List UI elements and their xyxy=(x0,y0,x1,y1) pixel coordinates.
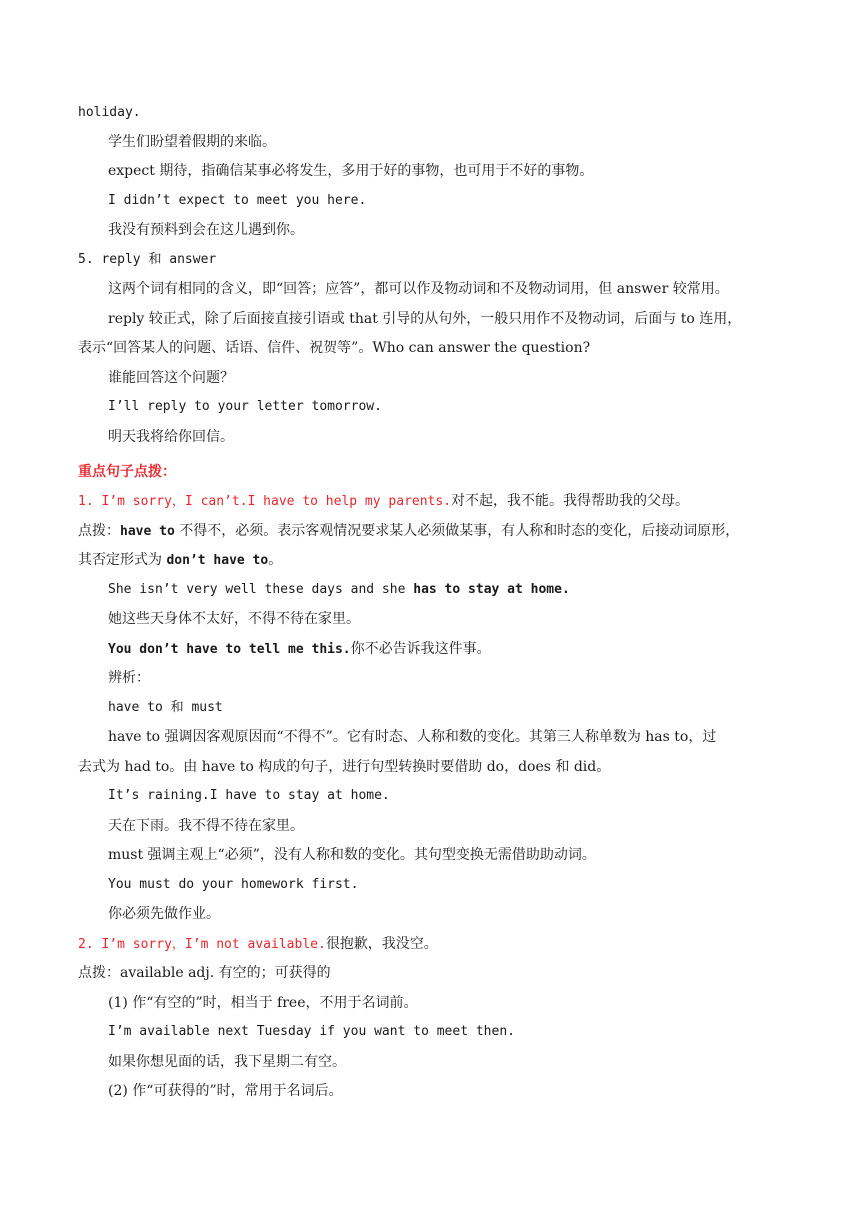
example-line: It’s raining.I have to stay at home. xyxy=(108,788,390,803)
text-line: (1) 作“有空的”时，相当于 free，不用于名词前。 xyxy=(108,995,418,1011)
example-line: You must do your homework first. xyxy=(108,877,359,892)
tip-label: 点拨： xyxy=(78,523,120,539)
text-line: (2) 作“可获得的”时，常用于名词后。 xyxy=(108,1083,343,1099)
example-line xyxy=(108,580,788,600)
example-translation: 你不必告诉我这件事。 xyxy=(350,641,491,657)
text-line: I didn’t expect to meet you here. xyxy=(108,193,367,208)
key-sentence-cn: 很抱歉，我没空。 xyxy=(325,936,438,952)
text-line: have to 强调因客观原因而“不得不”。它有时态、人称和数的变化。其第三人称单数为 has to，过 xyxy=(108,729,717,745)
text-line: reply 较正式，除了后面接直接引语或 that 引导的从句外，一般只用作不及物动词，后面与 to 连用， xyxy=(108,311,742,327)
tip-text: 其否定形式为 xyxy=(78,552,167,568)
key-sentence-en: 2. I’m sorry，I’m not available. xyxy=(78,937,326,952)
example-keyword: You don’t have to tell me this. xyxy=(108,642,351,657)
text-line: 这两个词有相同的含义，即“回答；应答”，都可以作及物动词和不及物动词用，但 answer 较常用。 xyxy=(108,281,729,297)
text-line: must 强调主观上“必须”，没有人称和数的变化。其句型变换无需借助助动词。 xyxy=(108,847,596,863)
text-line: 去式为 had to。由 have to 构成的句子，进行句型转换时要借助 do，does 和 did。 xyxy=(78,759,611,775)
example-translation: 你必须先做作业。 xyxy=(108,906,220,922)
text-line: expect 期待，指确信某事必将发生，多用于好的事物，也可用于不好的事物。 xyxy=(108,163,594,179)
text-line: 我没有预料到会在这儿遇到你。 xyxy=(108,222,304,238)
example-translation: 她这些天身体不太好，不得不待在家里。 xyxy=(108,611,360,627)
text-line xyxy=(78,102,788,123)
tip-line xyxy=(78,521,788,542)
text-line: 谁能回答这个问题？ xyxy=(108,370,234,386)
text-line: 明天我将给你回信。 xyxy=(108,429,234,445)
tip-line xyxy=(78,550,788,571)
text-line: have to 和 must xyxy=(108,700,223,715)
example-translation: 如果你想见面的话，我下星期二有空。 xyxy=(108,1054,346,1070)
example-keyword: has to stay at home. xyxy=(413,582,570,597)
example-translation: 天在下雨。我不得不待在家里。 xyxy=(108,818,304,834)
section-title: 5. reply 和 answer xyxy=(78,252,217,267)
example-text: She isn’t very well these days and she xyxy=(108,582,414,597)
tip-keyword: don’t have to xyxy=(166,553,269,568)
text-line: 表示“回答某人的问题、话语、信件、祝贺等”。Who can answer the question? xyxy=(78,340,591,356)
tip-text: 不得不，必须。表示客观情况要求某人必须做某事，有人称和时态的变化，后接动词原形， xyxy=(174,523,740,539)
key-sentence-cn: 对不起，我不能。我得帮助我的父母。 xyxy=(451,493,690,509)
key-sentence-2 xyxy=(78,934,788,955)
text-line: 学生们盼望着假期的来临。 xyxy=(108,134,276,150)
section-heading: 重点句子点拨： xyxy=(78,464,176,480)
example-line: I’m available next Tuesday if you want to meet then. xyxy=(108,1024,515,1039)
example-line xyxy=(108,639,788,660)
text-line: I’ll reply to your letter tomorrow. xyxy=(108,399,382,414)
tip-text: 。 xyxy=(268,552,283,568)
tip-line: 点拨：available adj. 有空的；可获得的 xyxy=(78,965,331,981)
tip-keyword: have to xyxy=(120,524,175,539)
text-line: 辨析： xyxy=(108,670,150,686)
key-sentence-en: 1. I’m sorry，I can’t.I have to help my parents. xyxy=(78,494,452,509)
text-span: holiday. xyxy=(78,105,141,120)
key-sentence-1 xyxy=(78,491,788,512)
